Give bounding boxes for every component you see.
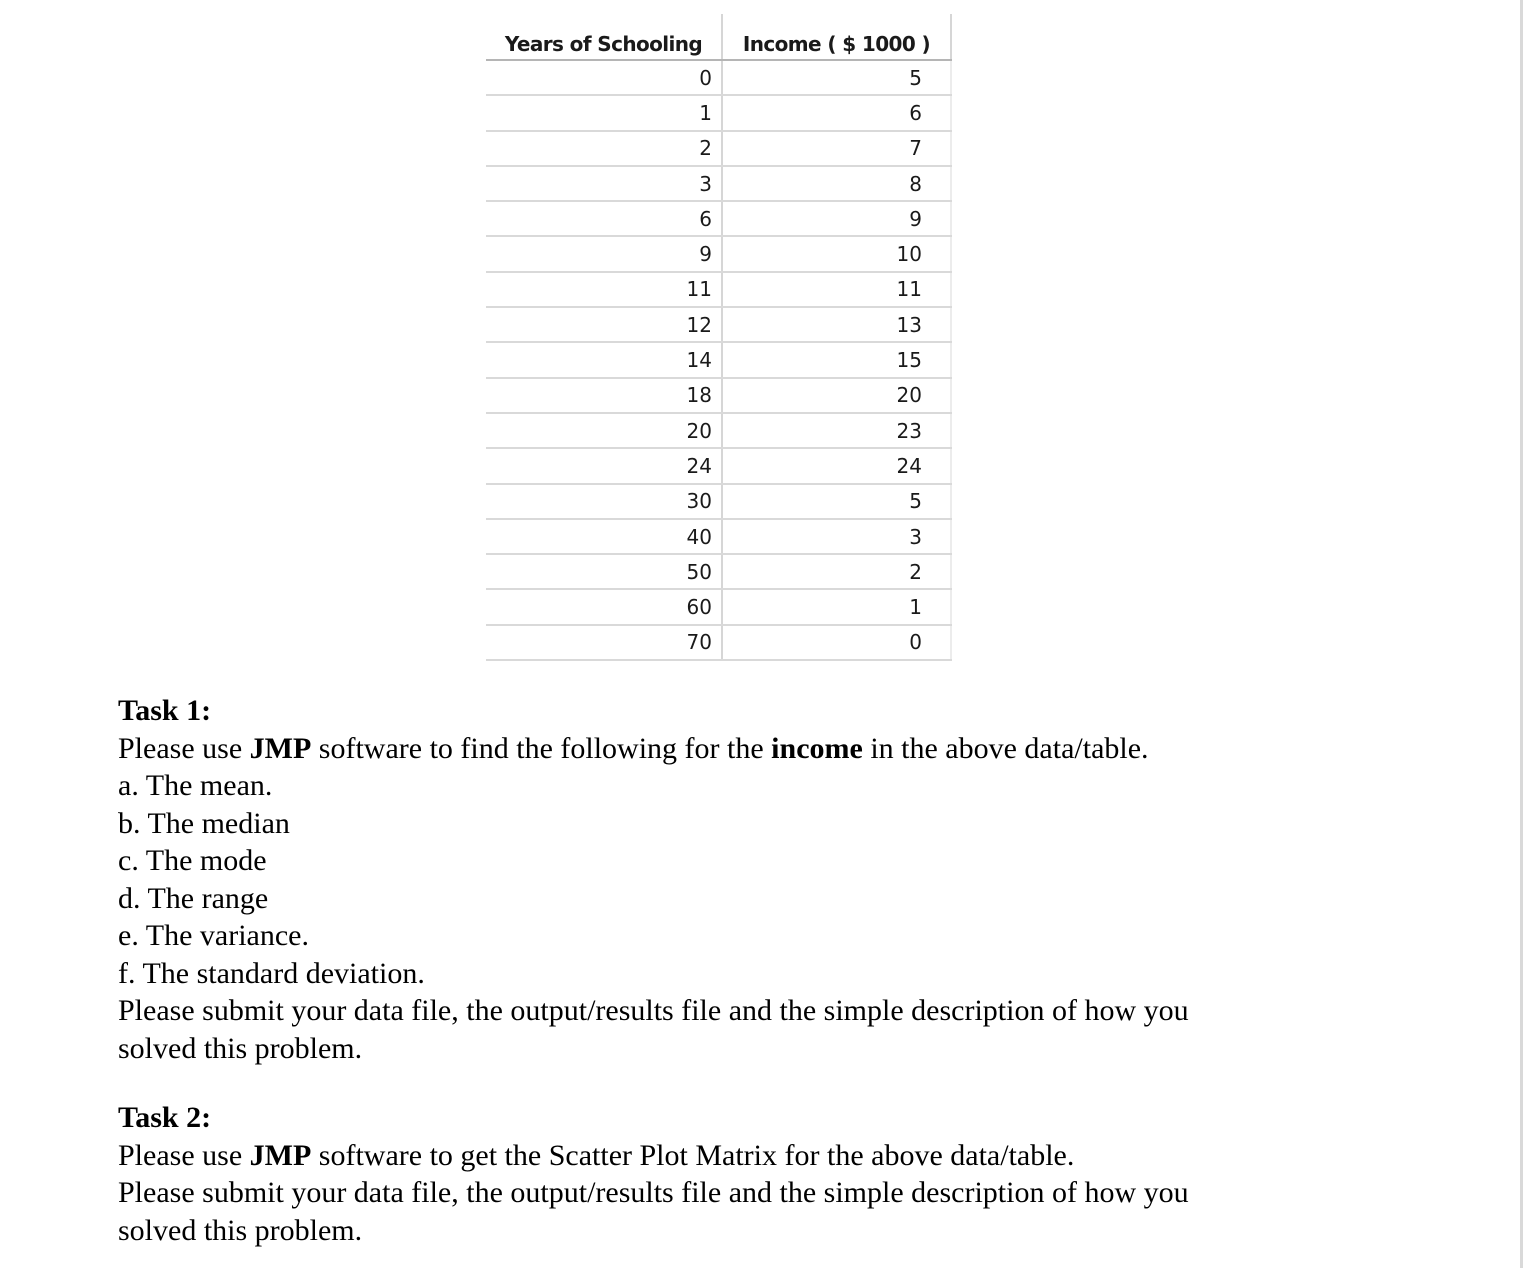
task-1-item-e: e. The variance.: [118, 919, 310, 952]
cell-income: 8: [722, 166, 951, 201]
table-row: [486, 448, 951, 483]
table-row: [486, 484, 951, 519]
cell-income: 5: [722, 484, 951, 519]
column-header-income: Income ( $ 1000 ): [722, 14, 951, 60]
task-1-item-d: d. The range: [118, 881, 269, 915]
table-row: [486, 625, 951, 660]
table-row: [486, 307, 951, 342]
table-header-row: [486, 14, 951, 60]
table-row: [486, 60, 951, 95]
cell-income: 20: [722, 378, 951, 413]
cell-years-of-schooling: 70: [486, 625, 722, 660]
cell-years-of-schooling: 6: [486, 201, 722, 236]
table-body: [486, 60, 951, 660]
cell-income: 7: [722, 131, 951, 166]
cell-income: 6: [722, 95, 951, 130]
task-1-intro-part2: software to find the following for the: [311, 731, 772, 765]
task-2-submit-line-2: solved this problem.: [118, 1213, 363, 1247]
cell-income: 24: [722, 448, 951, 483]
cell-years-of-schooling: 14: [486, 342, 722, 377]
cell-income: 13: [722, 307, 951, 342]
table-row: [486, 95, 951, 130]
table-row: [486, 589, 951, 624]
cell-years-of-schooling: 12: [486, 307, 722, 342]
task-1-item-c: c. The mode: [118, 844, 267, 877]
task-1-software-name: JMP: [249, 731, 312, 765]
cell-income: 5: [722, 60, 951, 95]
task-2-intro-part2: software to get the Scatter Plot Matrix for the above data/table.: [311, 1138, 1075, 1172]
table-row: [486, 131, 951, 166]
task-1-section: [118, 692, 1189, 1067]
task-1-submit-line-1: Please submit your data file, the output/results file and the simple description of how you: [118, 994, 1189, 1027]
task-1-submit-line-2: solved this problem.: [118, 1031, 363, 1065]
cell-years-of-schooling: 0: [486, 60, 722, 95]
table-row: [486, 236, 951, 271]
cell-income: 23: [722, 413, 951, 448]
cell-years-of-schooling: 9: [486, 236, 722, 271]
cell-income: 9: [722, 201, 951, 236]
task-2-intro-part1: Please use: [118, 1138, 250, 1172]
cell-years-of-schooling: 60: [486, 589, 722, 624]
task-2-title: Task 2:: [118, 1101, 212, 1134]
cell-years-of-schooling: 2: [486, 131, 722, 166]
task-2-submit-line-1: Please submit your data file, the output/results file and the simple description of how you: [118, 1176, 1189, 1209]
column-header-years: Years of Schooling: [486, 14, 722, 60]
cell-income: 1: [722, 589, 951, 624]
cell-income: 0: [722, 625, 951, 660]
table-row: [486, 201, 951, 236]
cell-income: 15: [722, 342, 951, 377]
table-row: [486, 413, 951, 448]
cell-years-of-schooling: 30: [486, 484, 722, 519]
task-2-software-name: JMP: [249, 1138, 312, 1172]
cell-years-of-schooling: 11: [486, 272, 722, 307]
cell-years-of-schooling: 1: [486, 95, 722, 130]
cell-years-of-schooling: 40: [486, 519, 722, 554]
task-1-item-b: b. The median: [118, 806, 290, 840]
table-row: [486, 519, 951, 554]
task-1-intro-part1: Please use: [118, 731, 250, 765]
table-row: [486, 272, 951, 307]
task-1-intro: [118, 730, 1189, 768]
table-row: [486, 378, 951, 413]
cell-income: 11: [722, 272, 951, 307]
cell-income: 10: [722, 236, 951, 271]
cell-years-of-schooling: 3: [486, 166, 722, 201]
task-1-item-f: f. The standard deviation.: [118, 956, 425, 990]
cell-income: 3: [722, 519, 951, 554]
task-2-section: [118, 1099, 1189, 1249]
cell-years-of-schooling: 24: [486, 448, 722, 483]
cell-income: 2: [722, 554, 951, 589]
table-row: [486, 342, 951, 377]
task-1-title: Task 1:: [118, 694, 212, 727]
cell-years-of-schooling: 50: [486, 554, 722, 589]
table-row: [486, 554, 951, 589]
data-table-container: [486, 14, 952, 661]
cell-years-of-schooling: 20: [486, 413, 722, 448]
task-2-intro: [118, 1137, 1189, 1175]
task-1-item-a: a. The mean.: [118, 769, 273, 802]
data-table: [486, 14, 952, 661]
table-row: [486, 166, 951, 201]
task-1-keyword: income: [771, 731, 863, 765]
task-1-intro-part3: in the above data/table.: [862, 731, 1149, 765]
cell-years-of-schooling: 18: [486, 378, 722, 413]
